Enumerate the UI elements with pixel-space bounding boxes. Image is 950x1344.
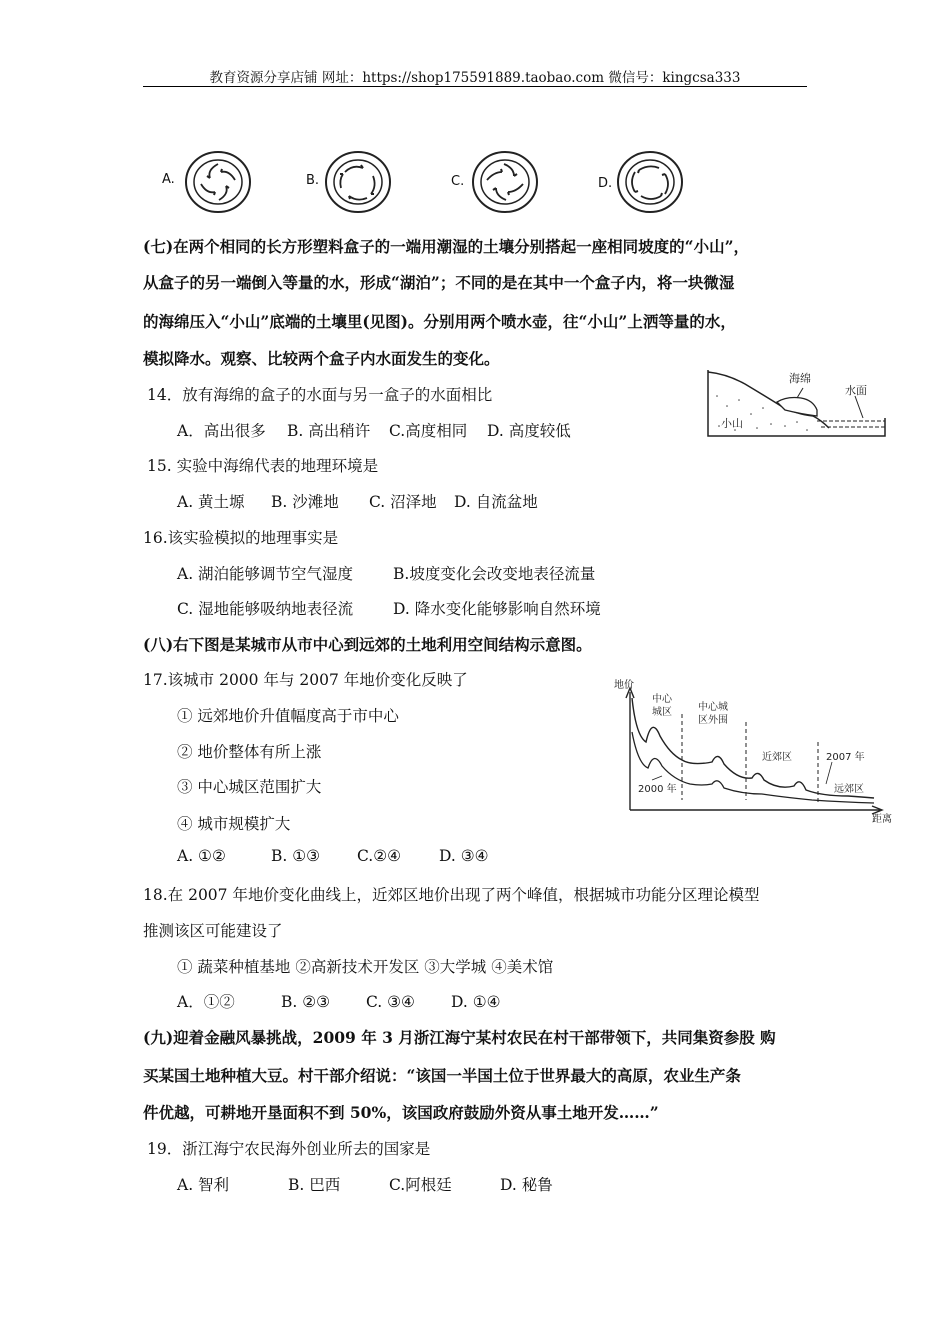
section8-text: (八)右下图是某城市从市中心到远郊的土地利用空间结构示意图。: [143, 635, 592, 654]
q17-option-a[interactable]: A. ①②: [177, 847, 226, 865]
q15-option-b[interactable]: B. 沙滩地: [271, 493, 339, 511]
sponge-experiment-figure: [705, 366, 887, 438]
q19-option-c[interactable]: C.阿根廷: [389, 1176, 452, 1194]
q17-option-d[interactable]: D. ③④: [439, 847, 489, 865]
circle-a-label: A.: [162, 172, 175, 187]
section7-line4: 模拟降水。观察、比较两个盒子内水面发生的变化。: [143, 349, 500, 368]
q15-options: [177, 490, 538, 512]
q14-option-b[interactable]: B. 高出稍许: [287, 422, 371, 440]
circle-d-label: D.: [598, 176, 613, 191]
land-value-figure: [612, 676, 894, 824]
q16-option-d[interactable]: D. 降水变化能够影响自然环境: [393, 600, 601, 618]
q18-stem-line2: 推测该区可能建设了: [143, 922, 283, 940]
q14-option-a[interactable]: A．高出很多: [177, 422, 266, 440]
q17-item-1: ① 远郊地价升值幅度高于市中心: [177, 707, 399, 725]
q17-options: [177, 847, 489, 865]
q18-items: ① 蔬菜种植基地 ②高新技术开发区 ③大学城 ④美术馆: [177, 958, 554, 976]
land-year-2000: 2000 年: [638, 784, 677, 795]
q18-stem-line1: 18.在 2007 年地价变化曲线上，近郊区地价出现了两个峰值，根据城市功能分区理论模型: [143, 886, 760, 904]
section9-line1: (九)迎着金融风暴挑战，2009 年 3 月浙江海宁某村农民在村干部带领下，共同集资参股 购: [143, 1028, 776, 1047]
figure-sponge-label: 海绵: [789, 372, 811, 385]
q15-option-d[interactable]: D. 自流盆地: [454, 493, 538, 511]
q15-option-c[interactable]: C. 沼泽地: [369, 493, 437, 511]
q19-option-d[interactable]: D. 秘鲁: [500, 1176, 553, 1194]
q17-option-c[interactable]: C.②④: [357, 847, 402, 865]
circle-b-label: B.: [306, 173, 320, 188]
q18-option-b[interactable]: B. ②③: [281, 993, 331, 1011]
section7-line1: (七)在两个相同的长方形塑料盒子的一端用潮湿的土壤分别搭起一座相同坡度的“小山”，: [143, 237, 750, 256]
q14-option-d[interactable]: D. 高度较低: [487, 422, 571, 440]
q14-options: [177, 419, 571, 441]
q16-option-c[interactable]: C. 湿地能够吸纳地表径流: [177, 600, 354, 618]
circle-b-diagram: [323, 150, 393, 214]
q17-option-b[interactable]: B. ①③: [271, 847, 321, 865]
circle-c-diagram: [470, 150, 540, 214]
land-zone-exurb: 远郊区: [834, 784, 864, 795]
circle-d-diagram: [615, 150, 685, 214]
q17-item-4: ④ 城市规模扩大: [177, 815, 291, 833]
figure-hill-label: 小山: [721, 417, 743, 430]
land-zone-center-1: 中心: [652, 694, 672, 705]
land-xlabel: 距离: [872, 814, 892, 824]
q19-option-a[interactable]: A. 智利: [177, 1176, 230, 1194]
q17-item-2: ② 地价整体有所上涨: [177, 743, 322, 761]
q15-stem: 15. 实验中海绵代表的地理环境是: [147, 457, 379, 475]
q19-stem: 19．浙江海宁农民海外创业所去的国家是: [147, 1140, 431, 1158]
q15-option-a[interactable]: A. 黄土塬: [177, 493, 245, 511]
q18-options: [177, 990, 501, 1012]
land-zone-outer-1: 中心城: [698, 702, 728, 713]
q18-option-c[interactable]: C. ③④: [366, 993, 415, 1011]
land-zone-outer-2: 区外围: [698, 715, 728, 726]
land-zone-center-2: 城区: [652, 707, 672, 718]
figure-water-label: 水面: [845, 384, 867, 397]
q16-option-b[interactable]: B.坡度变化会改变地表径流量: [393, 565, 596, 583]
q17-stem: 17.该城市 2000 年与 2007 年地价变化反映了: [143, 671, 468, 689]
q18-option-a[interactable]: A．①②: [177, 993, 235, 1011]
section7-line3: 的海绵压入“小山”底端的土壤里(见图)。分别用两个喷水壶，往“小山”上洒等量的水，: [143, 312, 736, 331]
land-year-2007: 2007 年: [826, 752, 865, 763]
q19-options: [177, 1173, 553, 1195]
q19-option-b[interactable]: B. 巴西: [288, 1176, 341, 1194]
q17-item-3: ③ 中心城区范围扩大: [177, 778, 322, 796]
page-header: 教育资源分享店铺 网址：https://shop175591889.taobao.com 微信号：kingcsa333: [209, 70, 741, 86]
circle-c-label: C.: [451, 174, 465, 189]
header-rule: [143, 86, 807, 87]
section9-line2: 买某国土地种植大豆。村干部介绍说：“该国一半国土位于世界最大的高原，农业生产条: [143, 1066, 741, 1085]
q16-option-a[interactable]: A. 湖泊能够调节空气湿度: [177, 565, 354, 583]
section9-line3: 件优越，可耕地开垦面积不到 50%，该国政府鼓励外资从事土地开发……”: [143, 1103, 659, 1122]
circle-a-diagram: [183, 150, 253, 214]
land-zone-suburb: 近郊区: [762, 752, 792, 763]
q14-option-c[interactable]: C.高度相同: [389, 422, 468, 440]
section7-line2: 从盒子的另一端倒入等量的水，形成“湖泊”；不同的是在其中一个盒子内，将一块微湿: [143, 273, 735, 292]
q18-option-d[interactable]: D. ①④: [451, 993, 501, 1011]
land-ylabel: 地价: [614, 680, 634, 691]
q14-stem: 14．放有海绵的盒子的水面与另一盒子的水面相比: [147, 386, 493, 404]
q16-stem: 16.该实验模拟的地理事实是: [143, 529, 339, 547]
